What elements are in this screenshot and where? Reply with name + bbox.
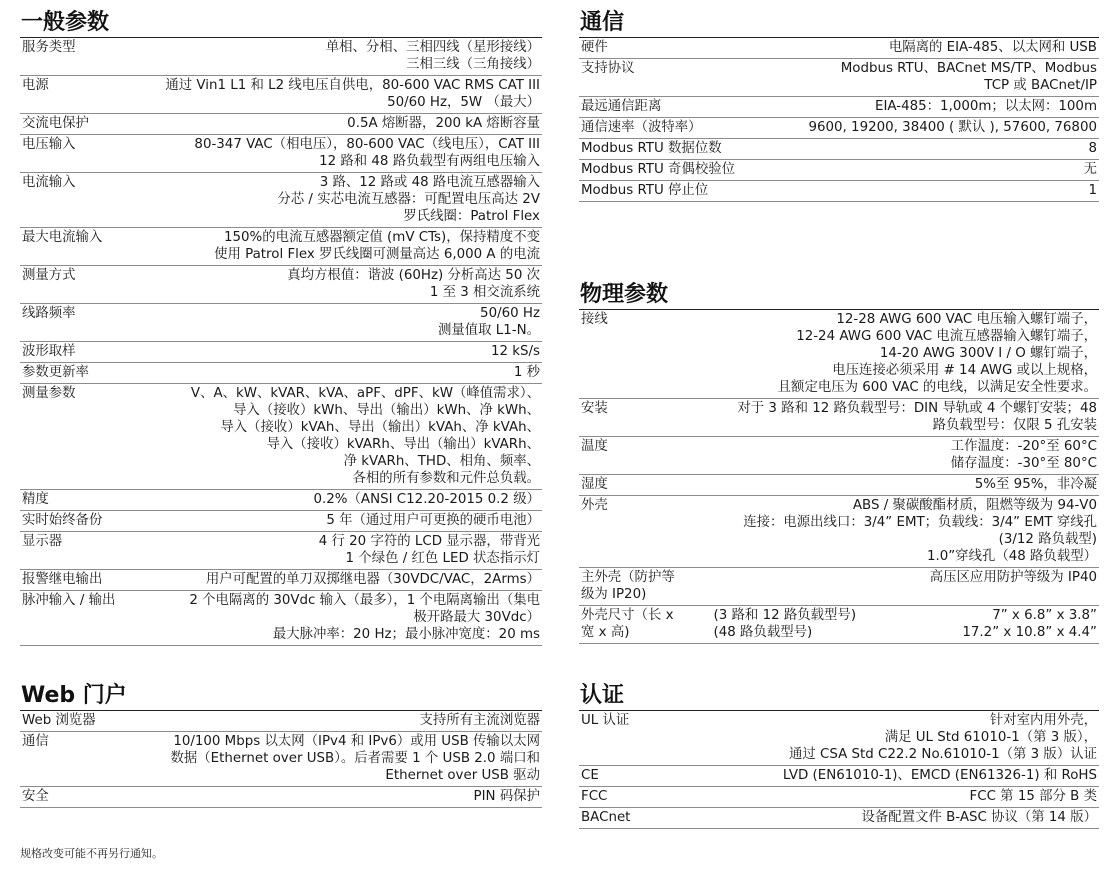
- spec-row: [20, 711, 542, 732]
- spec-value: 9600, 19200, 38400 ( 默认 ), 57600, 76800: [808, 120, 1097, 135]
- spec-row: [579, 59, 1099, 97]
- spec-value: 5%至 95%，非冷凝: [974, 477, 1097, 492]
- certification-section: [579, 683, 1099, 829]
- cert-rows: [579, 711, 1099, 829]
- spec-key: 报警继电输出: [22, 572, 103, 587]
- section-title-comm: 通信: [579, 10, 1099, 38]
- general-params-section: [20, 10, 542, 646]
- spec-row-dimensions: [579, 606, 1099, 644]
- spec-value: 12-28 AWG 600 VAC 电压输入螺钉端子， 12-24 AWG 600 VAC 电流互感器输入螺钉端子， 14-20 AWG 300V I / O 螺钉端子， 电压连接必须采用 # 14 AWG 或以上规格， 且额定电压为 600 VAC 的电线，以满足安全性要求。: [777, 312, 1097, 395]
- spec-key: 实时始终备份: [22, 513, 103, 528]
- section-title-cert: 认证: [579, 683, 1099, 711]
- spec-key: 电流输入: [22, 175, 76, 190]
- spec-key: 测量方式: [22, 268, 76, 283]
- spec-key: Web 浏览器: [22, 713, 96, 728]
- spec-value: 真均方根值：谐波 (60Hz) 分析高达 50 次 1 至 3 相交流系统: [287, 268, 540, 300]
- spec-row: [579, 160, 1099, 181]
- spec-value: 2 个电隔离的 30Vdc 输入（最多），1 个电隔离输出（集电 极开路最大 30Vdc） 最大脉冲率：20 Hz；最小脉冲宽度：20 ms: [189, 593, 540, 642]
- spec-value: 单相、分相、三相四线（星形接线） 三相三线（三角接线）: [325, 40, 540, 72]
- spec-row: [579, 399, 1099, 437]
- spec-row: [20, 135, 542, 173]
- spec-row: [20, 266, 542, 304]
- spec-key: 测量参数: [22, 386, 76, 401]
- left-column: [20, 0, 542, 804]
- spec-value: 高压区应用防护等级为 IP40: [929, 570, 1097, 585]
- spec-value: 工作温度：-20°至 60°C 储存温度：-30°至 80°C: [950, 439, 1097, 471]
- spec-value: EIA-485：1,000m；以太网：100m: [875, 99, 1097, 114]
- spec-row: [20, 787, 542, 808]
- spec-row: [20, 732, 542, 787]
- web-rows: [20, 711, 542, 808]
- spec-row: [579, 808, 1099, 829]
- spec-key: 接线: [581, 312, 608, 327]
- spec-value: 设备配置文件 B-ASC 协议（第 14 版）: [861, 810, 1097, 825]
- spec-value: V、A、kW、kVAR、kVA、aPF、dPF、kW（峰值需求）、 导入（接收）kWh、导出（输出）kWh、净 kWh、 导入（接收）kVAh、导出（输出）kVAh、净 kVAh、 导入（接收）kVARh、导出（输出）kVARh、 净 kVARh、THD、相角、频率、 各相的所有参数和元件总负载。: [190, 386, 540, 486]
- spec-row: [579, 437, 1099, 475]
- spec-key: 支持协议: [581, 61, 635, 76]
- spec-value: 针对室内用外壳， 满足 UL Std 61010-1（第 3 版）， 通过 CSA Std C22.2 No.61010-1（第 3 版）认证: [788, 713, 1097, 762]
- spec-row: [20, 532, 542, 570]
- spec-key: 通信速率（波特率）: [581, 120, 702, 135]
- spec-row: [20, 384, 542, 490]
- spec-value: 无: [1083, 162, 1097, 177]
- spec-value: Modbus RTU、BACnet MS/TP、Modbus TCP 或 BACnet/IP: [840, 61, 1097, 93]
- spec-row: [579, 97, 1099, 118]
- spec-row: [579, 139, 1099, 160]
- spec-key: 波形取样: [22, 344, 76, 359]
- spec-value: 对于 3 路和 12 路负载型号：DIN 导轨或 4 个螺钉安装；48 路负载型号：仅限 5 孔安装: [737, 401, 1097, 433]
- general-rows: [20, 38, 542, 646]
- spec-key: 温度: [581, 439, 608, 454]
- spec-value: 电隔离的 EIA-485、以太网和 USB: [888, 40, 1097, 55]
- spec-key: 服务类型: [22, 40, 76, 55]
- spec-row: [20, 591, 542, 646]
- spec-row: [20, 76, 542, 114]
- dimensions-sizes: 7” x 6.8” x 3.8” 17.2” x 10.8” x 4.4”: [962, 608, 1097, 640]
- spec-value: 4 行 20 字符的 LCD 显示器，带背光 1 个绿色 / 红色 LED 状态指示灯: [318, 534, 540, 566]
- comm-rows: [579, 38, 1099, 202]
- spec-row: [579, 310, 1099, 399]
- spec-value: 10/100 Mbps 以太网（IPv4 和 IPv6）或用 USB 传输以太网 数据（Ethernet over USB）。后者需要 1 个 USB 2.0 端口和 Ethernet over USB 驱动: [170, 734, 540, 783]
- spec-row: [20, 511, 542, 532]
- spec-row: [579, 118, 1099, 139]
- spec-key: 交流电保护: [22, 116, 89, 131]
- spec-row: [20, 342, 542, 363]
- spec-row: [20, 114, 542, 135]
- spec-value: 0.2%（ANSI C12.20-2015 0.2 级）: [313, 492, 540, 507]
- spec-key: 湿度: [581, 477, 608, 492]
- spec-value: 50/60 Hz 测量值取 L1-N。: [437, 306, 540, 338]
- spec-value: FCC 第 15 部分 B 类: [969, 789, 1097, 804]
- section-title-physical: 物理参数: [579, 282, 1099, 310]
- spec-row: [579, 711, 1099, 766]
- spec-key: 线路频率: [22, 306, 76, 321]
- physical-rows: [579, 310, 1099, 606]
- right-column: [579, 0, 1099, 825]
- spec-value: LVD (EN61010-1)、EMCD (EN61326-1) 和 RoHS: [782, 768, 1097, 783]
- spec-value: 12 kS/s: [490, 344, 540, 359]
- spec-value: 150%的电流互感器额定值 (mV CTs)，保持精度不变 使用 Patrol Flex 罗氏线圈可测量高达 6,000 A 的电流: [214, 230, 540, 262]
- spec-row: [579, 568, 1099, 606]
- spec-key: 显示器: [22, 534, 63, 549]
- spec-key: 安装: [581, 401, 608, 416]
- spec-row: [579, 787, 1099, 808]
- section-title-general: 一般参数: [20, 10, 542, 38]
- spec-value: 通过 Vin1 L1 和 L2 线电压自供电，80-600 VAC RMS CAT III 50/60 Hz，5W （最大）: [165, 78, 540, 110]
- spec-key: 电压输入: [22, 137, 76, 152]
- physical-section: [579, 282, 1099, 644]
- spec-key: Modbus RTU 停止位: [581, 183, 709, 198]
- spec-row: [20, 363, 542, 384]
- spec-row: [20, 490, 542, 511]
- spec-key: 外壳尺寸（长 x 宽 x 高): [581, 608, 674, 640]
- communication-section: [579, 10, 1099, 202]
- spec-key: 参数更新率: [22, 365, 89, 380]
- spec-value: 用户可配置的单刀双掷继电器（30VDC/VAC，2Arms）: [205, 572, 540, 587]
- spec-key: Modbus RTU 奇偶校验位: [581, 162, 735, 177]
- spec-value: PIN 码保护: [473, 789, 540, 804]
- spec-value: 80-347 VAC（相电压），80-600 VAC（线电压），CAT III 12 路和 48 路负载型有两组电压输入: [194, 137, 540, 169]
- spec-row: [20, 304, 542, 342]
- spec-row: [20, 570, 542, 591]
- spec-value: 支持所有主流浏览器: [419, 713, 540, 728]
- spec-row: [579, 475, 1099, 496]
- section-title-web: Web 门户: [20, 683, 542, 711]
- spec-key: 脉冲输入 / 输出: [22, 593, 116, 608]
- spec-value: 8: [1088, 141, 1097, 156]
- spec-key: 外壳: [581, 498, 608, 513]
- spec-key: 通信: [22, 734, 49, 749]
- dimensions-values: [674, 607, 1097, 641]
- spec-key: 安全: [22, 789, 49, 804]
- spec-value: 0.5A 熔断器，200 kA 熔断容量: [347, 116, 540, 131]
- footnote: 规格改变可能不再另行通知。: [20, 847, 163, 860]
- spec-value: 1: [1088, 183, 1097, 198]
- spec-value: 3 路、12 路或 48 路电流互感器输入 分芯 / 实芯电流互感器：可配置电压高达 2V 罗氏线圈：Patrol Flex: [277, 175, 540, 224]
- spec-key: 最大电流输入: [22, 230, 103, 245]
- spec-key: FCC: [581, 789, 608, 804]
- spec-row: [20, 228, 542, 266]
- web-portal-section: [20, 683, 542, 808]
- spec-key: Modbus RTU 数据位数: [581, 141, 722, 156]
- spec-row: [579, 496, 1099, 568]
- spec-row: [20, 173, 542, 228]
- spec-key: CE: [581, 768, 599, 783]
- spec-key: 主外壳（防护等 级为 IP20): [581, 570, 675, 602]
- spec-key: UL 认证: [581, 713, 630, 728]
- spec-value: 1 秒: [513, 365, 540, 380]
- spec-row: [579, 766, 1099, 787]
- spec-row: [20, 38, 542, 76]
- spec-key: BACnet: [581, 810, 631, 825]
- spec-key: 精度: [22, 492, 49, 507]
- spec-value: ABS / 聚碳酸酯材质，阻燃等级为 94-V0 连接：电源出线口：3/4” EMT；负载线：3/4” EMT 穿线孔 (3/12 路负载型) 1.0”穿线孔（48 路负载型）: [743, 498, 1097, 564]
- spec-row: [579, 38, 1099, 59]
- spec-value: 5 年（通过用户可更换的硬币电池）: [326, 513, 540, 528]
- spec-key: 最远通信距离: [581, 99, 662, 114]
- spec-key: 电源: [22, 78, 49, 93]
- spec-row: [579, 181, 1099, 202]
- spec-key: 硬件: [581, 40, 608, 55]
- dimensions-models: (3 路和 12 路负载型号) (48 路负载型号): [713, 608, 857, 640]
